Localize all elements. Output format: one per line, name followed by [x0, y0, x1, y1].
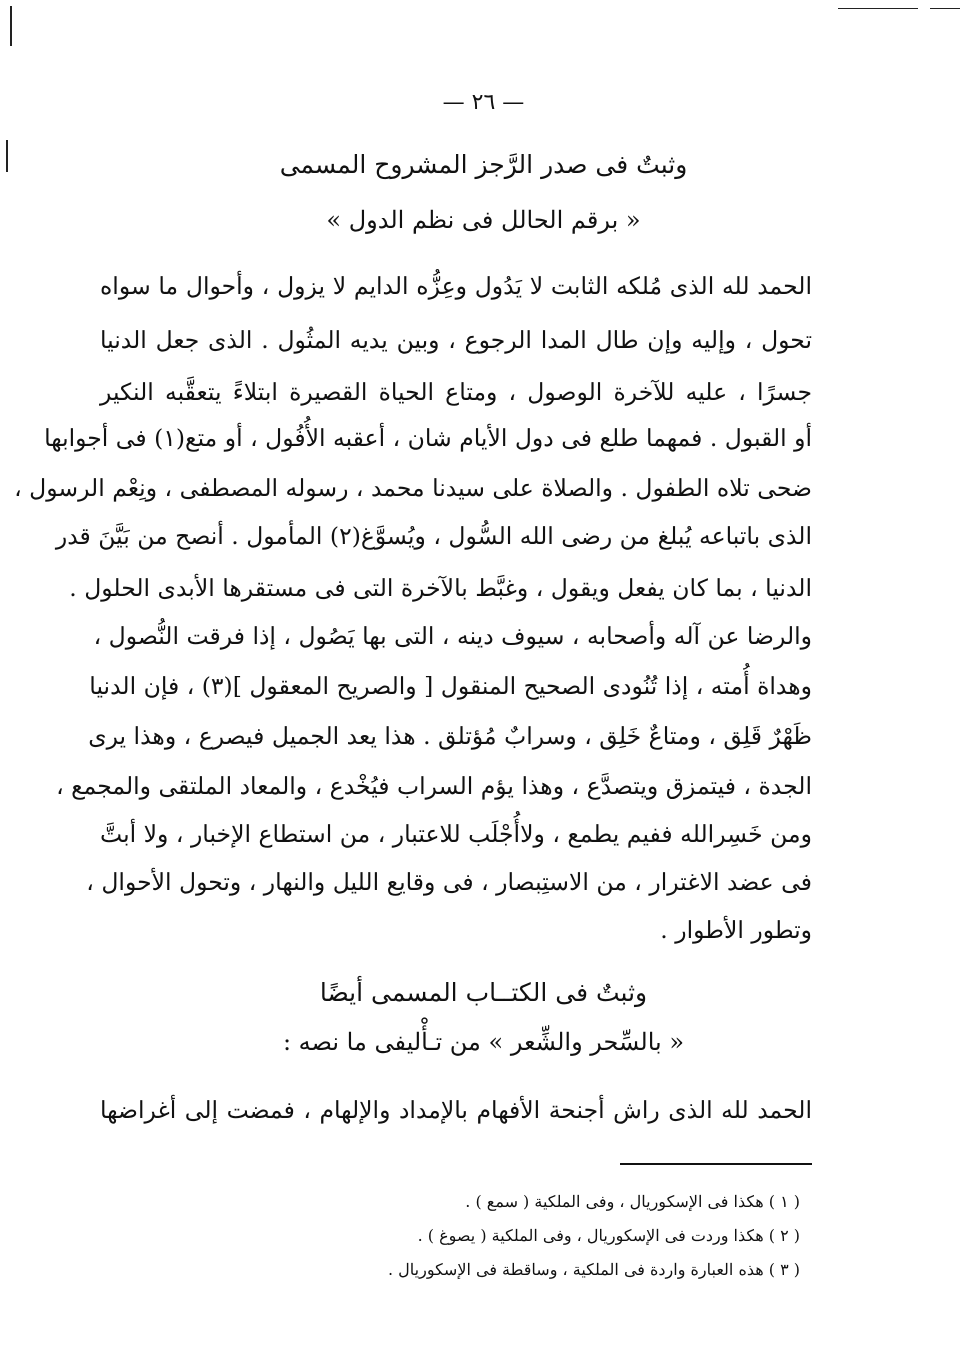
- section-heading-2: وثبتٌ فى الكتــاب المسمى أيضًا: [319, 978, 648, 1007]
- paragraph-line: ظَهْرٌ قَلِق ، ومتاعٌ خَلِق ، وسرابٌ مُؤتلق . هذا يعد الجميل فيصرع ، وهذا يرى: [88, 722, 812, 750]
- footnote-divider: [620, 1163, 812, 1165]
- paragraph-line: والرضا عن آله وأصحابه ، سيوف دينه ، التى بها يَصُول ، إذا فرقت النُّصول ،: [93, 622, 812, 650]
- paragraph-line: فى عضد الاغترار ، من الاستِبصار ، فى وقايع الليل والنهار ، وتحول الأحوال ،: [86, 868, 812, 896]
- footnote-3: ( ٣ ) هذه العبارة واردة فى الملكية ، وساقطة فى الإسكوريال .: [387, 1260, 800, 1279]
- scan-edge-mark: [930, 8, 960, 9]
- paragraph-line: الذى باتباعه يُبلغ من رضى الله السُّول ، ويُسوَّغ(٢) المأمول . أنصح من بَيَّنَ قدر: [55, 522, 812, 550]
- footnote-1: ( ١ ) هكذا فى الإسكوريال ، وفى الملكية ( سمع ) .: [465, 1192, 800, 1211]
- section-heading-1: وثبتٌ فى صدر الرَّجز المشروح المسمى: [279, 150, 688, 179]
- paragraph-line: جسرًا ، عليه للآخرة الوصول ، ومتاع الحياة القصيرة ابتلاءً يتعقَّبه النكير: [100, 378, 812, 406]
- paragraph-line: الحمد لله الذى مُلكه الثابت لا يَدُول وعِزُّه الدايم لا يزول ، وأحوال ما سواه: [100, 272, 812, 300]
- paragraph-line: ضحى تلاه الطفول . والصلاة على سيدنا محمد ، رسوله المصطفى ، ونِعْم الرسول ،: [14, 474, 812, 502]
- paragraph-line: وهداة أُمته ، إذا تُنُودى الصحيح المنقول [ والصريح المعقول ](٣) ، فإن الدنيا: [89, 672, 812, 700]
- scan-edge-mark: [10, 6, 12, 46]
- paragraph-line: تحول ، وإليه وإن طال المدا الرجوع ، وبين يديه المثُول . الذى جعل الدنيا: [100, 326, 812, 354]
- section-title-1: « برقم الحالل فى نظم الدول »: [326, 206, 641, 234]
- footnote-2: ( ٢ ) هكذا وردت فى الإسكوريال ، وفى الملكية ( يصوغ ) .: [417, 1226, 800, 1245]
- paragraph-line: الدنيا ، بما كان يفعل ويقول ، وغبَّط بالآخرة التى فى مستقرها الأبدى الحلول .: [69, 574, 812, 602]
- paragraph-line: الجدة ، فيتمزق ويتصدَّع ، وهذا يؤم السراب فيُخْدع ، والمعاد الملتقى والمجمع ،: [56, 772, 812, 800]
- paragraph-line: أو القبول . فمهما طلع فى دول الأيام شان ، أعقبه الأُفُول ، أو متع(١) فى أجوابها: [44, 424, 812, 452]
- page-number: — ٢٦ —: [442, 90, 525, 115]
- paragraph-line: ومن خَسِرالله ففيم يطمع ، ولاأُجْلَب للاعتبار ، من استطاع الإخبار ، ولا أبتَّ: [100, 820, 812, 848]
- paragraph-line: وتطور الأطوار .: [660, 916, 812, 944]
- section-title-2: « بالسِّحر والشِّعر » من تـأْليفى ما نصه :: [282, 1028, 685, 1056]
- paragraph-line: الحمد لله الذى راش أجنحة الأفهام بالإمداد والإلهام ، فمضت إلى أغراضها: [100, 1096, 812, 1124]
- scan-edge-mark: [838, 8, 918, 9]
